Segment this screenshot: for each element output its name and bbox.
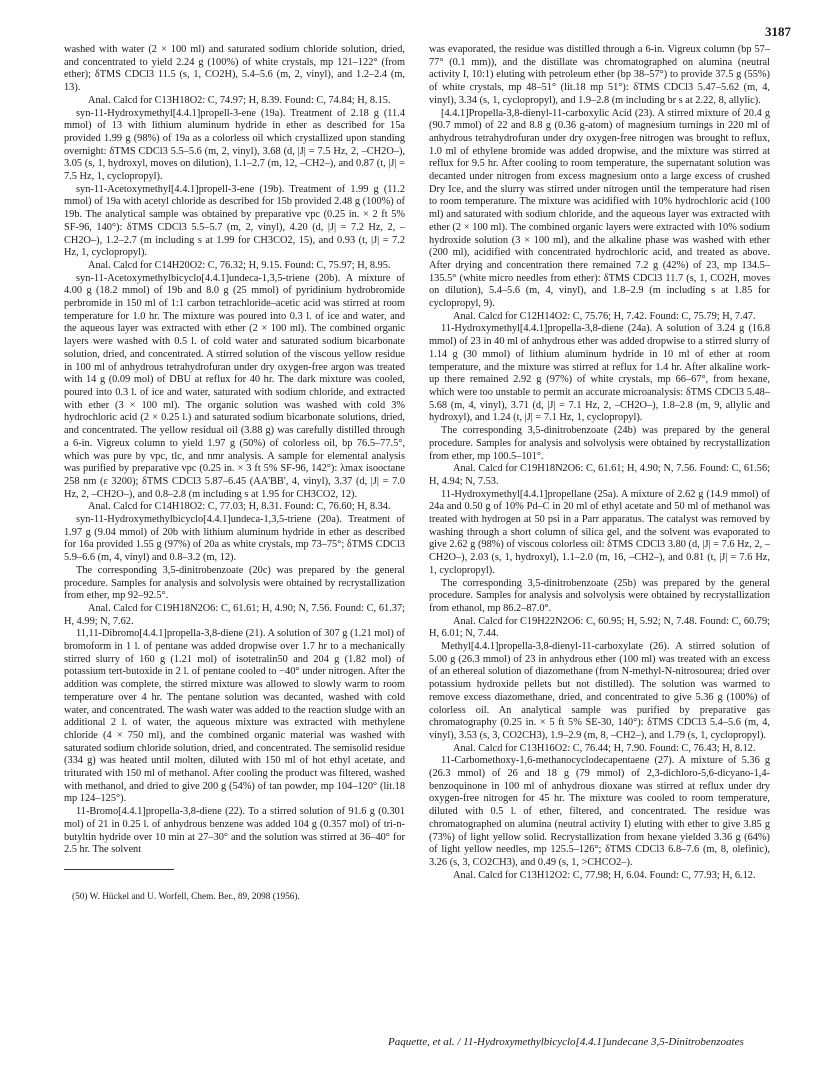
paragraph: Anal. Calcd for C14H20O2: C, 76.32; H, 9.15. Found: C, 75.97; H, 8.95. [88,259,391,271]
paragraph: The corresponding 3,5-dinitrobenzoate (25b) was prepared by the general procedure. Samples for analysis and solvolysis were obtained by recrystallization from ethanol, mp 86.2–87.0°. [429,577,770,614]
left-column [64,44,405,1002]
paragraph: Anal. Calcd for C19H18N2O6: C, 61.61; H, 4.90; N, 7.56. Found: C, 61.56; H, 4.94; N, 7.53. [429,463,770,487]
paragraph: Methyl[4.4.1]propella-3,8-dienyl-11-carboxylate (26). A stirred solution of 5.00 g (26.3 mmol) of 23 in anhydrous ether (100 ml) was treated with an excess of an ethereal solution of diazomethane (from N-methyl-N-nitrosourea; dried over potassium hydroxide pellets but not distilled). The solution was warmed to remove excess diazomethane, dried, and concentrated to give 5.36 g (100%) of colorless oil. An analytical sample was purified by preparative gas chromatography (0.25 in. × 5 ft 5% SE-30, 140°): δTMS CDCl3 5.4–5.6 (m, 4, vinyl), 3.53 (s, 3, CO2CH3), 1.9–2.9 (m, 8, –CH2–), and 1.79 (s, 1, cyclopropyl). [429,641,770,741]
paragraph: 11-Hydroxymethyl[4.4.1]propella-3,8-diene (24a). A solution of 3.24 g (16.8 mmol) of 23 in 40 ml of anhydrous ether was added dropwise to a stirred slurry of 1.14 g (30 mmol) of lithium aluminum hydride in 10 ml of ether at room temperature, and the mixture was stirred at reflux for 1.4 hr. After alkaline work-up there remained 2.92 g (97%) of white crystals, mp 66–67°, from hexane, which were too unstable to permit an accurate microanalysis: δTMS CDCl3 5.48–5.68 (m, 4, vinyl), 3.71 (d, |J| = 7.1 Hz, 2, –CH2O–), 1.8–2.8 (m, 9, allylic and hydroxyl), and 1.24 (t, |J| = 7.1 Hz, 1, cyclopropyl). [429,323,770,424]
paragraph: Anal. Calcd for C19H18N2O6: C, 61.61; H, 4.90; N, 7.56. Found: C, 61.37; H, 4.99; N, 7.62. [64,602,405,627]
paragraph: Anal. Calcd for C13H12O2: C, 77.98; H, 6.04. Found: C, 77.93; H, 6.12. [453,869,756,881]
running-footer: Paquette, et al. / 11-Hydroxymethylbicyclo[4.4.1]undecane 3,5-Dinitrobenzoates [388,1036,744,1048]
footnote-divider [64,869,174,870]
right-column [429,44,770,1002]
paragraph: Anal. Calcd for C12H14O2: C, 75.76; H, 7.42. Found: C, 75.79; H, 7.47. [453,310,756,322]
left-column-paragraphs [64,44,405,857]
paragraph: was evaporated, the residue was distilled through a 6-in. Vigreux column (bp 57–77° (0.1 mm)), and the distillate was chromatographed on alumina (neutral activity I, 10:1) eluting with petroleum ether (bp 38–57°) to provide 37.5 g (55%) of white crystals, mp 48–51° (lit.18 mp 51°): δTMS CDCl3 5.47–5.62 (m, 4, vinyl), 3.34 (s, 1, cyclopropyl), and 1.9–2.8 (m including br s at 2.22, 8, allylic). [429,44,770,106]
paragraph: [4.4.1]Propella-3,8-dienyl-11-carboxylic Acid (23). A stirred mixture of 20.4 g (90.7 mmol) of 22 and 8.8 g (0.36 g-atom) of magnesium turnings in 220 ml of anhydrous tetrahydrofuran under dry oxygen-free nitrogen was brought to reflux, 1.0 ml of ethylene bromide was added dropwise, and the mixture was stirred at reflux for 9.5 hr. After cooling to room temperature, the supernatant solution was decanted under nitrogen from excess magnesium onto a large excess of crushed Dry Ice, and the slurry was stirred under nitrogen until the temperature had risen to room temperature. The mixture was acidified with 10% hydrochloric acid (100 ml) and saturated with sodium chloride, and the aqueous layer was extracted with ether (2 × 100 ml). The combined organic layers were extracted with 10% sodium hydroxide solution (3 × 100 ml), and the alkaline phase was washed with ether (200 ml), acidified with concentrated hydrochloric acid, and treated as above. After drying and concentration there remained 7.2 g (42%) of 23, mp 134.5–135.5° (white micro needles from ether): δTMS CDCl3 11.7 (s, 1, CO2H, moves on dilution), 5.4–5.6 (m, 4, vinyl), and 1.8–2.9 (m including s at 1.85 for cyclopropyl, 9). [429,107,770,310]
paragraph: The corresponding 3,5-dinitrobenzoate (24b) was prepared by the general procedure. Samples for analysis and solvolysis were obtained by recrystallization from ether, mp 100.5–101°. [429,425,770,462]
paragraph: syn-11-Acetoxymethyl[4.4.1]propell-3-ene (19b). Treatment of 1.99 g (11.2 mmol) of 19a with acetyl chloride as described for 15b provided 2.48 g (100%) of 19b. The analytical sample was obtained by preparative vpc (0.25 in. × 2 ft 5% SF-96, 140°): δTMS CDCl3 5.5–5.7 (m, 2, vinyl), 4.20 (d, |J| = 7.2 Hz, 2, –CH2O–), 1.2–2.7 (m including s at 1.99 for CH3CO2, 15), and 0.93 (t, |J| = 7.2 Hz, 1, cyclopropyl). [64,183,405,259]
paragraph: Anal. Calcd for C14H18O2: C, 77.03; H, 8.31. Found: C, 76.60; H, 8.34. [88,501,391,513]
paragraph: 11-Carbomethoxy-1,6-methanocyclodecapentaene (27). A mixture of 5.36 g (26.3 mmol) of 26 and 18 g (79 mmol) of 2,3-dichloro-5,6-dicyano-1,4-benzoquinone in 100 ml of anhydrous dioxane was stirred at reflux under dry oxygen-free nitrogen for 45 hr. The mixture was cooled to room temperature, diluted with 0.5 l. of ether, filtered, and concentrated. The residue was chromatographed on alumina (neutral activity I) eluting with ether to give 3.85 g (73%) of light yellow solid. Recrystallization from hexane yielded 3.36 g (64%) of light yellow needles, mp 125.5–126°; δTMS CDCl3 6.8–7.6 (m, 8, olefinic), 3.26 (s, 3, CO2CH3), and 0.49 (s, 1, >CHCO2–). [429,755,770,868]
right-column-paragraphs [429,44,770,882]
paragraph: The corresponding 3,5-dinitrobenzoate (20c) was prepared by the general procedure. Samples for analysis and solvolysis were obtained by recrystallization from ether, mp 92–92.5°. [64,564,405,602]
paragraph: 11-Bromo[4.4.1]propella-3,8-diene (22). To a stirred solution of 91.6 g (0.301 mol) of 21 in 0.25 l. of anhydrous benzene was added 104 g (0.357 mol) of tri-n-butyltin hydride over 10 min at 27–30° and the solution was stirred at 36–40° for 2.5 hr. The solvent [64,806,405,856]
article-body [64,44,770,1002]
paragraph: Anal. Calcd for C19H22N2O6: C, 60.95; H, 5.92; N, 7.48. Found: C, 60.79; H, 6.01; N, 7.44. [429,615,770,640]
page-number: 3187 [765,24,791,39]
paragraph: 11,11-Dibromo[4.4.1]propella-3,8-diene (21). A solution of 307 g (1.21 mol) of bromoform in 1 l. of pentane was added dropwise over 1.7 hr to a mechanically stirred slurry of 160 g (1.21 mol) of isotetralin50 and 204 g (1.82 mol) of potassium tert-butoxide in 2 l. of pentane cooled to −40° under nitrogen. After the addition was complete, the stirred mixture was allowed to slowly warm to room temperature over 4 hr. The pentane solution was decanted, washed with cold water, and concentrated. The wash water was added to the reaction sludge with an additional 2 l. of water, the aqueous mixture was extracted with methylene chloride (4 × 750 ml), and the combined organic material was washed with saturated sodium chloride solution, dried, and concentrated. The semisolid residue (334 g) was heated until molten, diluted with 150 ml of hot ethyl acetate, and triturated with 150 ml of methanol. After cooling the product was filtered, washed with methanol, and dried to give 200 g (54%) of tan powder, mp 104–120° (lit.18 mp 124–125°). [64,628,405,805]
paragraph: 11-Hydroxymethyl[4.4.1]propellane (25a). A mixture of 2.62 g (14.9 mmol) of 24a and 0.50 g of 10% Pd–C in 20 ml of ethyl acetate and 50 ml of methanol was treated with hydrogen at 50 psi in a Parr apparatus. The catalyst was removed by washing through a short column of silica gel, and the solvent was evaporated to give 2.62 g (98%) of viscous colorless oil: δTMS CDCl3 3.80 (d, |J| = 7.6 Hz, 2, –CH2O–), 2.03 (s, 1, hydroxyl), 1.1–2.0 (m, 16, –CH2–), and 0.81 (t, |J| = 7.6 Hz, 1, cyclopropyl). [429,488,770,576]
paragraph: Anal. Calcd for C13H16O2: C, 76.44; H, 7.90. Found: C, 76.43; H, 8.12. [453,742,756,754]
paragraph: syn-11-Acetoxymethylbicyclo[4.4.1]undeca-1,3,5-triene (20b). A mixture of 4.00 g (18.2 mmol) of 19b and 8.0 g (25 mmol) of pyridinium hydrobromide perbromide in 150 ml of 1:1 carbon tetrachloride–acetic acid was stirred at room temperature for 1.0 hr. The mixture was poured into 0.3 l. of ice and water, and the aqueous layer was extracted with ether (2 × 100 ml). The combined organic layers were washed with 0.5 l. of cold water and saturated sodium bicarbonate solution, dried, and concentrated. A stirred solution of the viscous yellow residue in 100 ml of anhydrous tetrahydrofuran under dry oxygen-free argon was treated with 14 g (0.09 mol) of DBU at reflux for 40 hr. The dark mixture was cooled, poured into 0.3 l. of ice and water, saturated with sodium chloride, and extracted with ether (3 × 100 ml). The organic solution was washed with cold 3% hydrochloric acid (2 × 0.25 l.) and saturated sodium bicarbonate solutions, dried, and concentrated. The yellow residual oil (3.88 g) was carefully distilled through a 6-in. Vigreux column to yield 1.97 g (50%) of colorless oil, bp 76.5–77.5°, which was pure by vpc, tlc, and nmr analysis. A sample for elemental analysis was purified by preparative vpc (0.25 in. × 3 ft 5% SF-96, 142°): λmax isooctane 258 nm (ε 3200); δTMS CDCl3 5.87–6.45 (AA'BB', 4, vinyl), 3.37 (d, |J| = 7.0 Hz, 2, –CH2O–), and 0.8–2.8 (m including s at 1.95 for CH3CO2, 12). [64,272,405,500]
paragraph: syn-11-Hydroxymethylbicyclo[4.4.1]undeca-1,3,5-triene (20a). Treatment of 1.97 g (9.04 mmol) of 20b with lithium aluminum hydride in ether as described for 16a provided 1.55 g (97%) of 20a as white crystals, mp 73–75°; δTMS CDCl3 5.9–6.6 (m, 4, vinyl) and 0.8–3.2 (m, 12). [64,514,405,564]
footnote: (50) W. Hückel and U. Worfell, Chem. Ber., 89, 2098 (1956). [72,892,300,902]
paragraph: washed with water (2 × 100 ml) and saturated sodium chloride solution, dried, and concentrated to yield 2.24 g (100%) of white crystals, mp 121–122° (from ether); δTMS CDCl3 11.5 (s, 1, CO2H), 5.4–5.6 (m, 2, vinyl), and 1.2–2.4 (m, 13). [64,44,405,94]
paragraph: syn-11-Hydroxymethyl[4.4.1]propell-3-ene (19a). Treatment of 2.18 g (11.4 mmol) of 13 with lithium aluminum hydride in ether as described for 15a provided 1.99 g (98%) of 19a as a colorless oil which crystallized upon standing overnight: δTMS CDCl3 5.5–5.6 (m, 2, vinyl), 3.68 (d, |J| = 7.5 Hz, 2, –CH2O–), 3.05 (s, 1, hydroxyl, moves on dilution), 1.1–2.7 (m, 12, –CH2–), and 0.87 (t, |J| = 7.5 Hz, 1, cyclopropyl). [64,107,405,183]
paragraph: Anal. Calcd for C13H18O2: C, 74.97; H, 8.39. Found: C, 74.84; H, 8.15. [88,94,391,106]
